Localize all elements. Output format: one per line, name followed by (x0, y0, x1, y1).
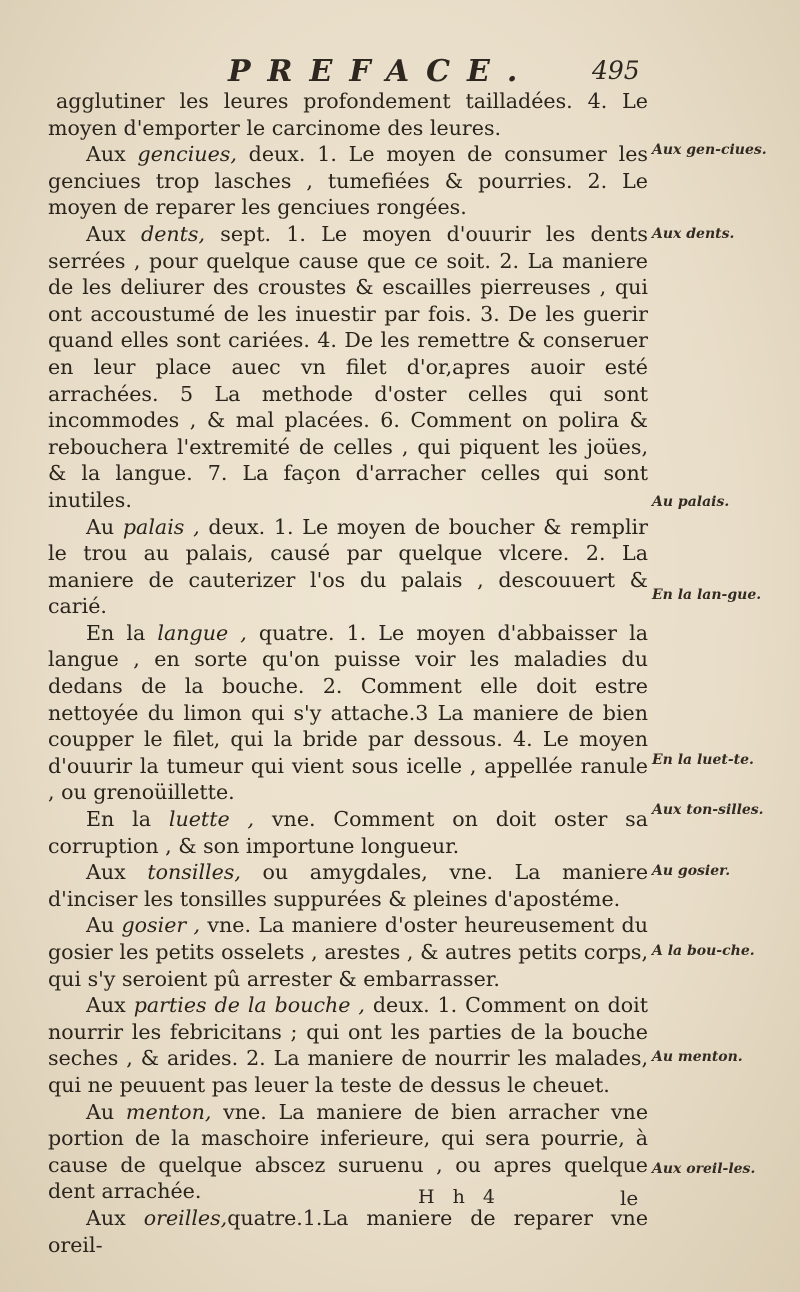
paragraph: Au palais , deux. 1. Le moyen de boucher & remplir le trou au palais, causé par quelque vlcere. 2. La maniere de cauterizer l'os du palais , descouuert & carié. (48, 514, 648, 619)
topic-term: menton, (125, 1099, 212, 1124)
paragraph: Aux parties de la bouche , deux. 1. Comment on doit nourrir les febricitans ; qui ont les parties de la bouche seches , & arides. 2. La maniere de nourrir les malades, qui ne peuuent pas leuer la teste de dessus le cheuet. (48, 993, 649, 1097)
topic-term: langue , (157, 620, 247, 645)
paragraph: En la langue , quatre. 1. Le moyen d'abbaisser la langue , en sorte qu'on puisse voir les maladies du dedans de la bouche. 2. Comment elle doit estre nettoyée du limon qui s'y attache.3 La maniere de bien coupper le filet, qui la bride par dessous. 4. Le moyen d'ouurir la tumeur qui vient sous icelle , appellée ranule , ou grenoüillette. (48, 620, 648, 805)
topic-term: dents, (141, 221, 206, 246)
signature-mark: H h 4 (418, 1186, 501, 1208)
paragraph: Aux dents, sept. 1. Le moyen d'ouurir les dents serrées , pour quelque cause que ce soit. 2. La maniere de les deliurer des croustes & escailles pierreuses , qui ont accoustumé de les inuestir par fois. 3. De les guerir quand elles sont cariées. 4. De les remettre & conseruer en leur place auec vn filet d'or,apres auoir esté arrachées. 5 La methode d'oster celles qui sont incommodes , & mal placées. 6. Comment on polira & rebouchera l'extremité de celles , qui piquent les joües, & la langue. 7. La façon d'arracher celles qui sont inutiles. (48, 221, 648, 512)
margin-note: A la bou-che. (652, 943, 755, 959)
margin-note: Aux ton-silles. (652, 802, 764, 818)
running-title: PREFACE. (228, 54, 535, 89)
topic-term: tonsilles, (147, 860, 241, 885)
paragraph: Aux oreilles,quatre.1.La maniere de reparer vne oreil- (48, 1205, 649, 1257)
paragraph: Aux tonsilles, ou amygdales, vne. La maniere d'inciser les tonsilles suppurées & pleines d'apostéme. (48, 860, 649, 911)
margin-note: Au gosier. (652, 863, 731, 879)
margin-note: Aux gen-ciues. (652, 142, 767, 158)
margin-note: En la lan-gue. (652, 587, 762, 603)
margin-note: Au menton. (652, 1049, 743, 1065)
paragraph: Au gosier , vne. La maniere d'oster heureusement du gosier les petits osselets , arestes , & autres petits corps, qui s'y seroient pû arrester & embarrasser. (48, 913, 648, 991)
topic-term: gosier , (121, 913, 201, 938)
topic-term: genciues, (137, 142, 237, 167)
catchword: le (620, 1186, 639, 1210)
paragraph: agglutiner les leures profondement tailladées. 4. Le moyen d'emporter le carcinome des leures. (48, 89, 648, 140)
paragraph: Au menton, vne. La maniere de bien arracher vne portion de la maschoire inferieure, qui sera pourrie, à cause de quelque abscez suruenu , ou apres quelque dent arrachée. (48, 1099, 649, 1204)
page-number: 495 (592, 56, 640, 85)
margin-note: Aux oreil-les. (652, 1161, 756, 1177)
topic-term: oreilles, (143, 1205, 228, 1230)
body-text (48, 88, 648, 1258)
paragraph: Aux genciues, deux. 1. Le moyen de consumer les genciues trop lasches , tumefiées & pourries. 2. Le moyen de reparer les genciues rongées. (48, 142, 648, 220)
margin-note: Au palais. (652, 494, 730, 510)
margin-note: En la luet-te. (652, 752, 754, 768)
margin-note: Aux dents. (652, 226, 735, 242)
paragraph: En la luette , vne. Comment on doit oster sa corruption , & son importune longueur. (48, 807, 648, 858)
topic-term: luette , (168, 807, 255, 832)
topic-term: parties de la bouche , (133, 993, 365, 1018)
topic-term: palais , (122, 514, 200, 539)
